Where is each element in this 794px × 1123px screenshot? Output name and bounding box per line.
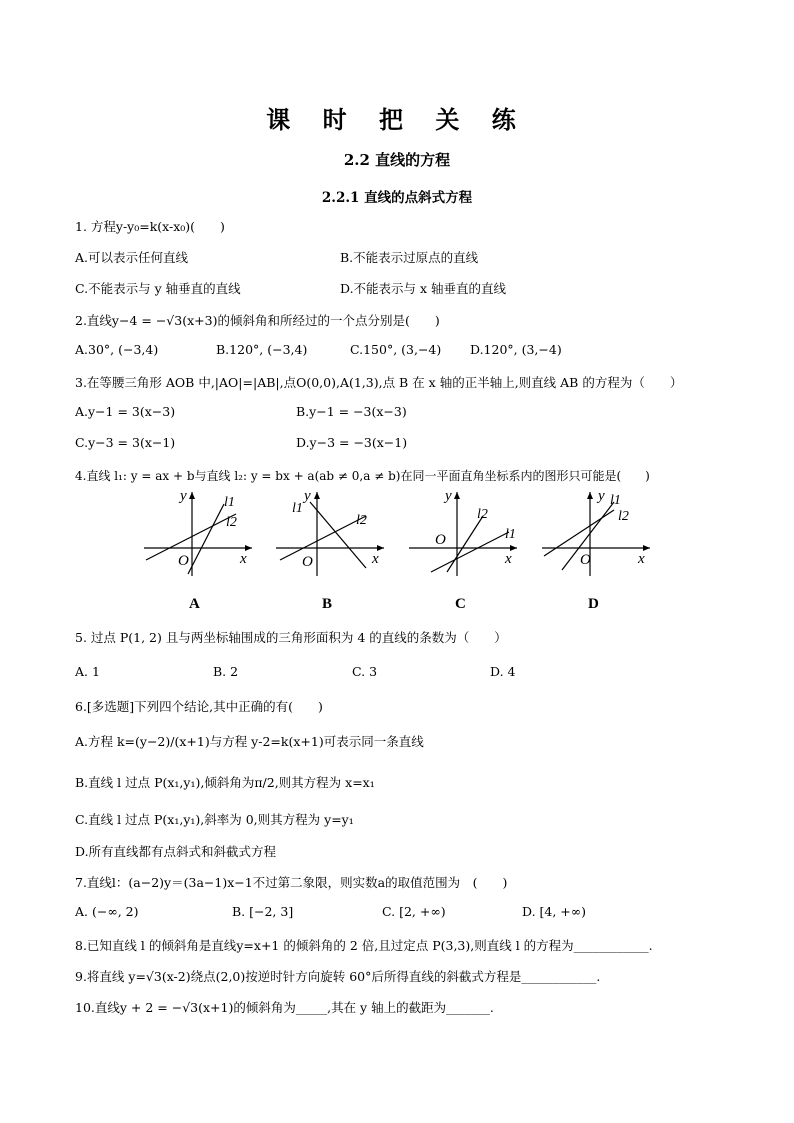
question-5-option-d: D. 4 (490, 664, 516, 679)
question-10-stem: 10.直线y + 2 = −√3(x+1)的倾斜角为_____,其在 y 轴上的截距为_______. (75, 1000, 494, 1015)
graph-d (538, 488, 656, 578)
question-1-stem: 1. 方程y-y₀=k(x-x₀)( ) (75, 219, 225, 234)
graph-c-l1-label: l1 (505, 527, 516, 542)
question-2-stem: 2.直线y−4 = −√3(x+3)的倾斜角和所经过的一个点分别是( ) (75, 313, 440, 328)
graph-c-letter: C (455, 596, 466, 612)
question-3-stem: 3.在等腰三角形 AOB 中,|AO|=|AB|,点O(0,0),A(1,3),点 B 在 x 轴的正半轴上,则直线 AB 的方程为（ ） (75, 375, 683, 390)
question-1-option-b: B.不能表示过原点的直线 (340, 250, 479, 265)
graph-a-l2-label: l2 (226, 515, 237, 530)
question-5-stem: 5. 过点 P(1, 2) 且与两坐标轴围成的三角形面积为 4 的直线的条数为（ ） (75, 630, 507, 645)
question-7-option-b: B. [−2, 3] (232, 904, 294, 919)
question-3-option-d: D.y−3 = −3(x−1) (296, 435, 408, 450)
graph-a-x-label: x (240, 551, 247, 567)
question-1-option-a: A.可以表示任何直线 (75, 250, 189, 265)
page-title: 课 时 把 关 练 (266, 105, 528, 134)
question-6-option-c: C.直线 l 过点 P(x₁,y₁),斜率为 0,则其方程为 y=y₁ (75, 812, 354, 827)
question-2-option-a: A.30°, (−3,4) (75, 342, 159, 357)
graph-b-x-label: x (372, 551, 379, 567)
graph-c (405, 488, 523, 578)
graph-c-y-label: y (445, 488, 452, 504)
question-3-option-b: B.y−1 = −3(x−3) (296, 404, 407, 419)
question-7-option-a: A. (−∞, 2) (75, 904, 139, 919)
question-1-option-d: D.不能表示与 x 轴垂直的直线 (340, 281, 507, 296)
graph-d-l1-label: l1 (610, 493, 621, 508)
section-heading: 2.2 直线的方程 (343, 151, 451, 169)
question-3-option-a: A.y−1 = 3(x−3) (75, 404, 176, 419)
graph-b-l2-label: l2 (356, 513, 367, 528)
question-5-option-b: B. 2 (213, 664, 239, 679)
question-2-option-b: B.120°, (−3,4) (216, 342, 308, 357)
graph-b-letter: B (322, 596, 333, 612)
question-8-stem: 8.已知直线 l 的倾斜角是直线y=x+1 的倾斜角的 2 倍,且过定点 P(3,3),则直线 l 的方程为____________. (75, 938, 653, 953)
graph-b (272, 488, 390, 578)
graph-b-origin: O (302, 554, 313, 570)
question-3-option-c: C.y−3 = 3(x−1) (75, 435, 176, 450)
question-7-option-d: D. [4, +∞) (522, 904, 587, 919)
graph-d-l2-label: l2 (618, 509, 629, 524)
question-1-option-c: C.不能表示与 y 轴垂直的直线 (75, 281, 241, 296)
graph-a-l1-label: l1 (224, 495, 235, 510)
question-6-option-b: B.直线 l 过点 P(x₁,y₁),倾斜角为π/2,则其方程为 x=x₁ (75, 775, 375, 790)
question-4-stem: 4.直线 l₁: y = ax + b与直线 l₂: y = bx + a(ab ≠ 0,a ≠ b)在同一平面直角坐标系内的图形只可能是( ) (75, 469, 650, 483)
graph-a (140, 488, 258, 578)
graph-a-letter: A (189, 596, 200, 612)
question-2-option-d: D.120°, (3,−4) (470, 342, 562, 357)
graph-d-y-label: y (598, 488, 605, 504)
graph-d-origin: O (580, 552, 591, 568)
question-7-option-c: C. [2, +∞) (382, 904, 446, 919)
question-7-stem: 7.直线l：(a−2)y＝(3a−1)x−1不过第二象限，则实数a的取值范围为 ( ) (75, 875, 508, 890)
graph-c-l2-label: l2 (477, 507, 488, 522)
graph-a-origin: O (178, 553, 189, 569)
graph-b-y-label: y (304, 488, 311, 504)
graph-d-x-label: x (638, 551, 645, 567)
graph-b-l1-label: l1 (292, 501, 303, 516)
question-9-stem: 9.将直线 y=√3(x-2)绕点(2,0)按逆时针方向旋转 60°后所得直线的斜截式方程是____________. (75, 969, 601, 984)
subsection-heading: 2.2.1 直线的点斜式方程 (321, 190, 473, 206)
graph-c-x-label: x (505, 551, 512, 567)
question-6-option-d: D.所有直线都有点斜式和斜截式方程 (75, 844, 277, 859)
question-2-option-c: C.150°, (3,−4) (350, 342, 442, 357)
question-5-option-a: A. 1 (75, 664, 100, 679)
question-5-option-c: C. 3 (352, 664, 378, 679)
graph-c-origin: O (435, 532, 446, 548)
graph-d-letter: D (588, 596, 599, 612)
graph-a-y-label: y (180, 488, 187, 504)
question-6-stem: 6.[多选题]下列四个结论,其中正确的有( ) (75, 699, 323, 714)
question-6-option-a: A.方程 k=(y−2)/(x+1)与方程 y-2=k(x+1)可表示同一条直线 (75, 734, 424, 749)
